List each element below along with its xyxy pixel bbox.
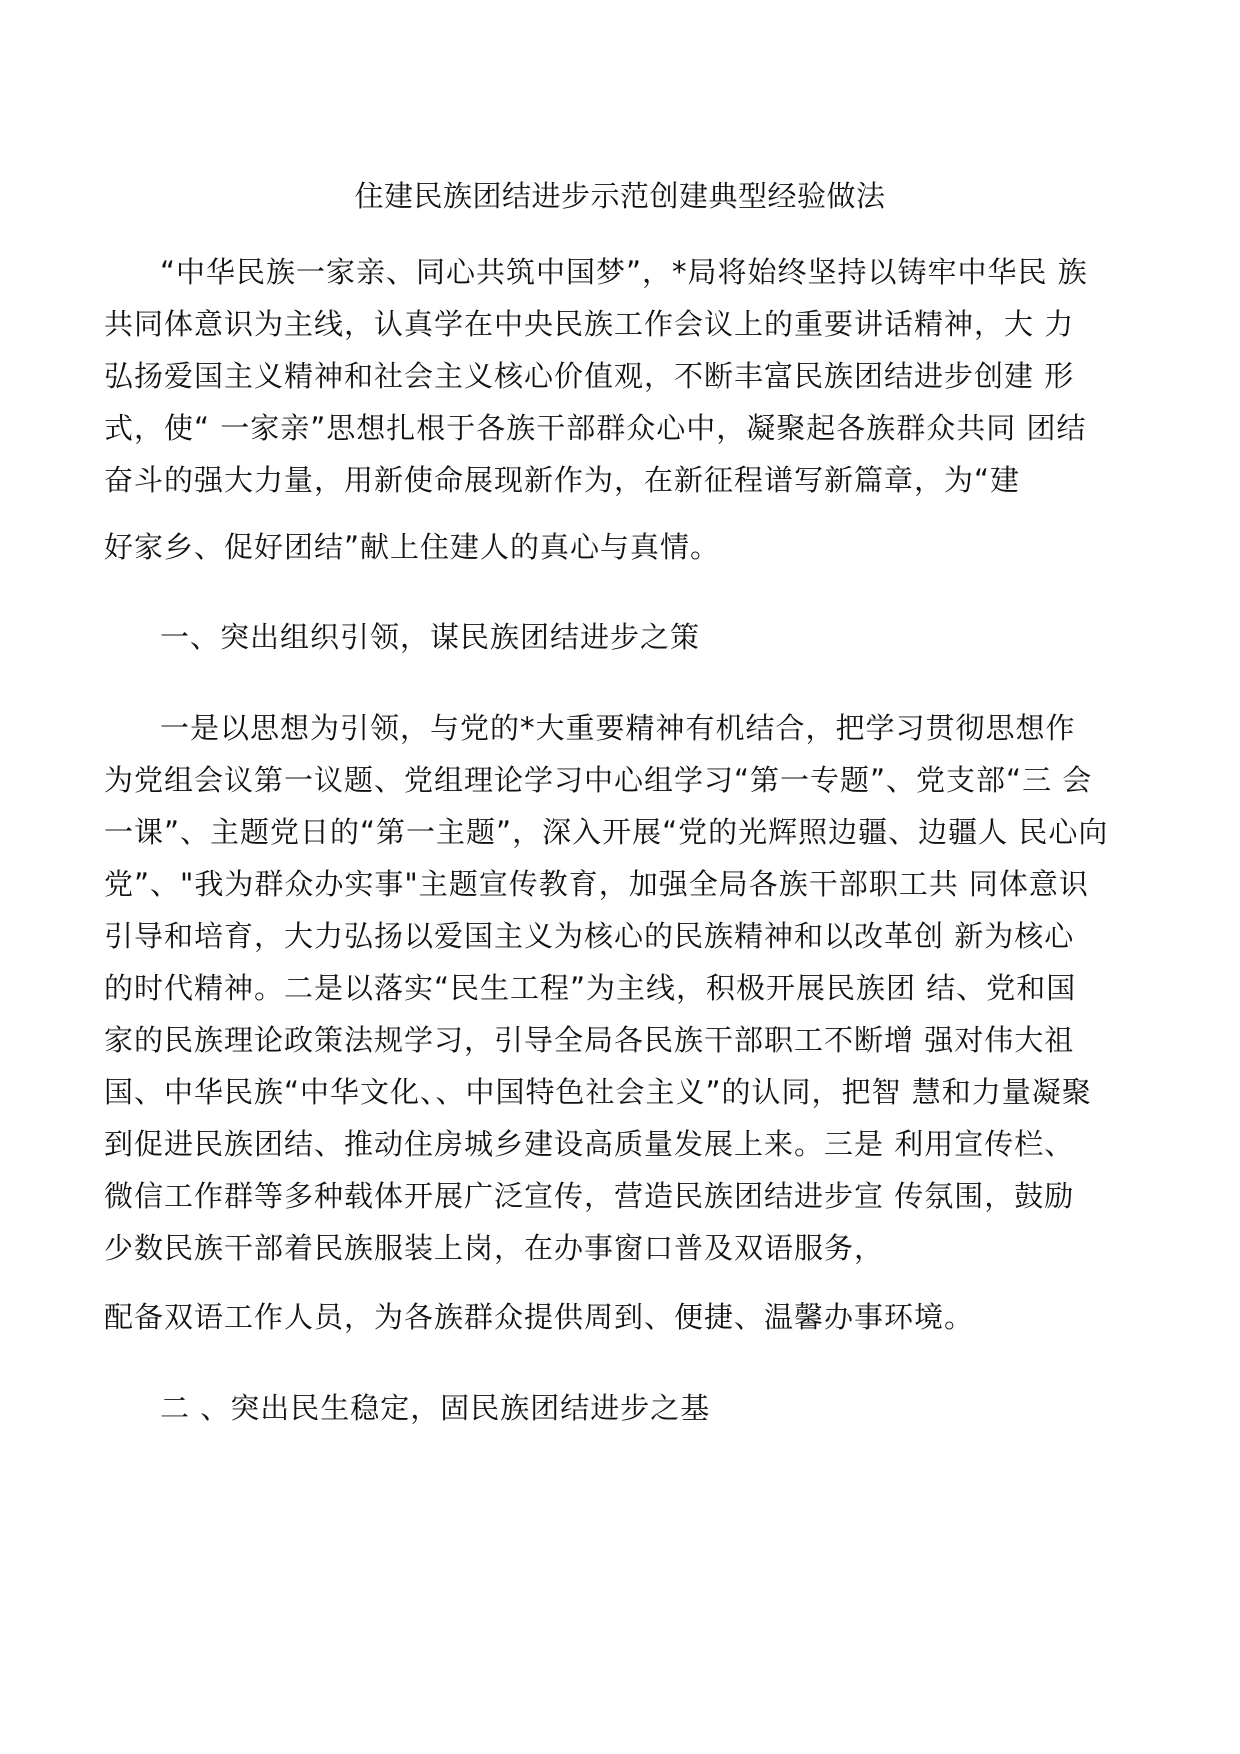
section-1-line: 国、中华民族“中华文化、、中国特色社会主义”的认同，把智 慧和力量凝聚 xyxy=(104,1075,1092,1109)
section-1-line: 的时代精神。二是以落实“民生工程”为主线，积极开展民族团 结、党和国 xyxy=(104,971,1077,1005)
section-1-line: 一是以思想为引领，与党的*大重要精神有机结合，把学习贯彻思想作 xyxy=(160,711,1076,745)
section-1-line: 到促进民族团结、推动住房城乡建设高质量发展上来。三是 利用宣传栏、 xyxy=(104,1127,1075,1161)
section-1-line: 家的民族理论政策法规学习，引导全局各民族干部职工不断增 强对伟大祖 xyxy=(104,1023,1075,1057)
intro-line: 好家乡、促好团结”献上住建人的真心与真情。 xyxy=(104,530,721,564)
section-1-line: 引导和培育，大力弘扬以爱国主义为核心的民族精神和以改革创 新为核心 xyxy=(104,919,1075,953)
intro-line: 弘扬爱国主义精神和社会主义核心价值观，不断丰富民族团结进步创建 形 xyxy=(104,359,1075,393)
intro-line: “中华民族一家亲、同心共筑中国梦”，*局将始终坚持以铸牢中华民 族 xyxy=(160,255,1088,289)
section-1-line: 党”、"我为群众办实事"主题宣传教育，加强全局各族干部职工共 同体意识 xyxy=(104,867,1089,901)
section-1-line: 为党组会议第一议题、党组理论学习中心组学习“第一专题”、党支部“三 会 xyxy=(104,763,1093,797)
section-1-line: 配备双语工作人员，为各族群众提供周到、便捷、温馨办事环境。 xyxy=(104,1300,975,1334)
intro-line: 共同体意识为主线，认真学在中央民族工作会议上的重要讲话精神，大 力 xyxy=(104,307,1075,341)
intro-line: 式，使“ 一家亲”思想扎根于各族干部群众心中，凝聚起各族群众共同 团结 xyxy=(104,411,1087,445)
section-1-line: 少数民族干部着民族服装上岗，在办事窗口普及双语服务， xyxy=(104,1231,885,1265)
section-1-line: 一课”、主题党日的“第一主题”，深入开展“党的光辉照边疆、边疆人 民心向 xyxy=(104,815,1109,849)
section-heading-1: 一、突出组织引领，谋民族团结进步之策 xyxy=(160,620,701,654)
intro-line: 奋斗的强大力量，用新使命展现新作为，在新征程谱写新篇章，为“建 xyxy=(104,463,1021,497)
document-title: 住建民族团结进步示范创建典型经验做法 xyxy=(354,179,886,213)
section-1-line: 微信工作群等多种载体开展广泛宣传，营造民族团结进步宣 传氛围，鼓励 xyxy=(104,1179,1075,1213)
section-heading-2: 二 、突出民生稳定，固民族团结进步之基 xyxy=(160,1391,711,1425)
